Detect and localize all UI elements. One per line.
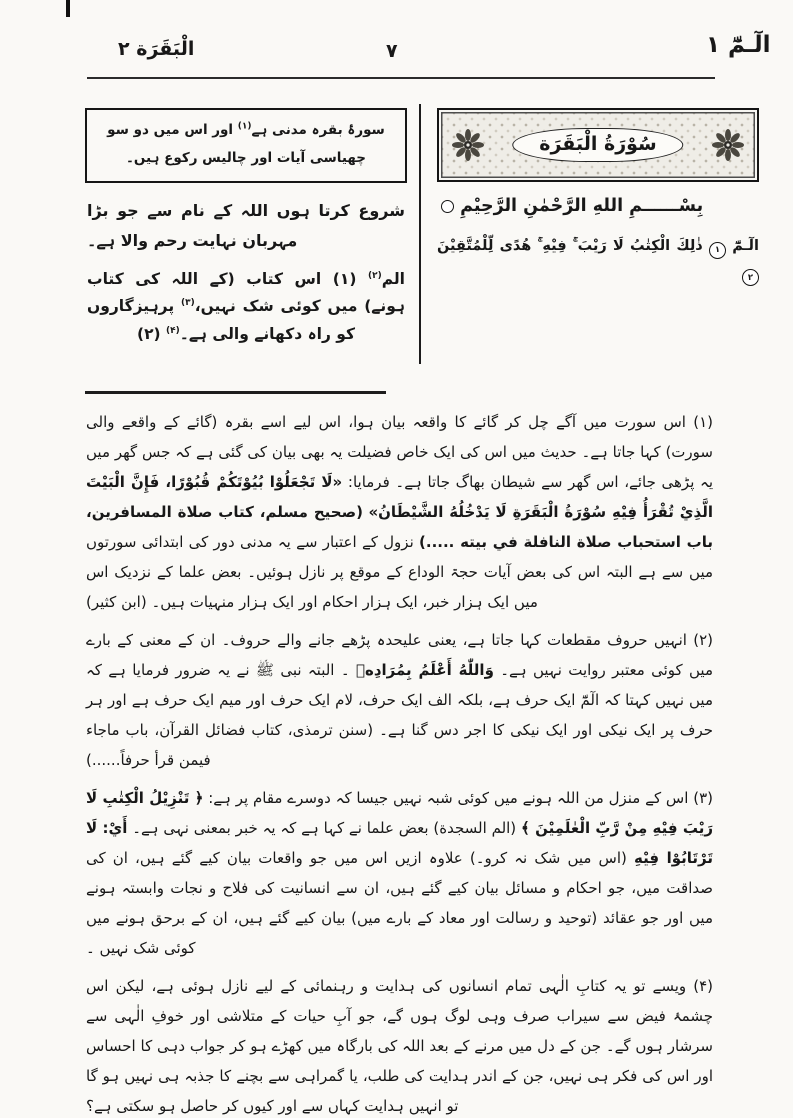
urdu-column <box>85 108 407 349</box>
footnote-text: (۱) اس سورت میں آگے چل کر گائے کا واقعہ بیان ہوا، اس لیے اسے بقرہ (گائے کے واقعے والی سورت) کہا جاتا ہے۔ حدیث میں اس کی ایک خاص فضیلت یہ بھی بیان کی گئی ہے کہ جس گھر میں یہ پڑھی جائے، اس گھر سے شیطان بھاگ جاتا ہے۔ فرمایا: <box>86 413 713 491</box>
verse-text: ذٰلِكَ الْكِتٰبُ لَا رَيْبَ ۚ فِيْهِ ۚ هُدًى لِّلْمُتَّقِيْنَ <box>437 238 703 254</box>
footnote-text: (الم السجدة) بعض علما نے کہا ہے کہ یہ خبر بمعنی نہی ہے۔ <box>127 819 522 837</box>
arabic-quote: «لَا تَجْعَلُوْا بُيُوْتَكُمْ قُبُوْرًا، فَإِنَّ الْبَيْتَ الَّذِيْ تُقْرَأُ فِيْهِ سُوْرَةُ الْبَقَرَةِ لَا يَدْخُلُهُ الشَّيْطَانُ» <box>86 473 713 521</box>
header-surah-name: الْبَقَرَة ۲ <box>118 38 195 60</box>
tasmiyah-translation: شروع کرتا ہوں اللہ کے نام سے جو بڑا مہربان نہایت رحم والا ہے۔ <box>87 201 405 250</box>
bismillah-line <box>441 196 755 216</box>
arabic-quote: وَاللّٰهُ أَعْلَمُ بِمُرَادِهٖ <box>355 661 494 679</box>
footnote-ref: (۱) <box>237 121 252 132</box>
footnote-separator <box>85 391 386 394</box>
footnote-text: نزول کے اعتبار سے یہ مدنی دور کی ابتدائی سورتوں میں سے ہے البتہ اس کی بعض آیات حجۃ الوداع کے موقع پر نازل ہوئیں۔ بعض علما کے نزدیک اس میں ایک ہزار خبر، ایک ہزار احکام اور ایک ہزار منہیات ہیں۔ (ابن کثیر) <box>86 533 713 611</box>
arabic-verse <box>437 233 759 288</box>
footnote-text: (اس میں شک نہ کرو۔) علاوہ ازیں اس میں جو واقعات بیان کیے گئے ہیں، ان کی صداقت میں، جو احکام و مسائل بیان کیے گئے ہیں، ان سے انسانیت کی فلاح و نجات وابستہ ہونے میں اور جو عقائد (توحید و رسالت اور معاد کے بارے میں) بیان کیے گئے ہیں، ان کے برحق ہونے میں کوئی شک نہیں ۔ <box>86 849 713 957</box>
header-rule <box>87 77 715 79</box>
intro-text: سورۂ بقرہ مدنی ہے <box>251 122 385 138</box>
surah-intro-box <box>85 108 407 183</box>
header-page-number: ۷ <box>386 40 398 62</box>
footnotes-section <box>86 407 713 1118</box>
ayah-number-circle: ۲ <box>742 269 759 286</box>
header-juz-name: الٓـمّٓ ۱ <box>706 32 771 58</box>
ayah-end-ornament-icon <box>441 200 454 213</box>
arabic-quote: أَيْ: لَا تَرْتَابُوْا فِيْهِ <box>86 819 713 867</box>
footnote-text: (۳) اس کے منزل من اللہ ہونے میں کوئی شبہ نہیں جیسا کہ دوسرے مقام پر ہے: <box>203 789 713 807</box>
column-divider <box>419 104 421 364</box>
verse-opening-letters: الٓـمّٓ <box>732 238 759 254</box>
footnote <box>86 783 713 963</box>
footnote-text: ۔ البتہ نبی ﷺ نے یہ ضرور فرمایا ہے کہ میں نہیں کہتا کہ الٓمّٓ ایک حرف ہے، بلکہ الف ایک حرف، لام ایک حرف اور میم ایک حرف ہے اور ہر حرف پر ایک نیکی اور ایک نیکی کا اجر دس گنا ہے۔ (سنن ترمذی، کتاب فضائل القرآن، باب ماجاء فیمن قرأ حرفاً......) <box>86 661 713 769</box>
ayah-number-circle: ۱ <box>709 242 726 259</box>
footnote-text: (۲) انہیں حروف مقطعات کہا جاتا ہے، یعنی علیحدہ پڑھے جانے والے حروف۔ ان کے معنی کے بارے میں کوئی معتبر روایت نہیں ہے۔ <box>86 631 713 679</box>
surah-title-ornament-box <box>437 108 759 182</box>
footnote-text: (۴) ویسے تو یہ کتابِ الٰہی تمام انسانوں کی ہدایت و رہنمائی کے لیے نازل ہوئی ہے، لیکن اس چشمۂ فیض سے سیراب صرف وہی لوگ ہوں گے، جو آبِ حیات کے متلاشی اور خوفِ الٰہی سے سرشار ہوں گے۔ جن کے دل میں مرنے کے بعد اللہ کی بارگاہ میں کھڑے ہو کر جواب دہی کا احساس اور اس کی فکر ہی نہیں، جن کے اندر ہدایت کی طلب، یا گمراہی سے بچنے کا جذبہ ہی نہیں ہو گا تو انہیں ہدایت کہاں سے اور کیوں کر حاصل ہو سکتی ہے؟ <box>86 977 713 1115</box>
arabic-quote: ﴿ تَنْزِيْلُ الْكِتٰبِ لَا رَيْبَ فِيْهِ مِنْ رَّبِّ الْعٰلَمِيْنَ ﴾ <box>86 789 714 837</box>
translation-text: (۲) <box>136 325 167 344</box>
footnote <box>86 625 713 775</box>
footnote-ref: (۴) <box>166 326 180 337</box>
footnote <box>86 971 713 1118</box>
translation-text: پرہیزگاروں کو راہ دکھانے والی ہے۔ <box>87 297 356 344</box>
translation-text: (۱) اس کتاب (کے اللہ کی کتاب ہونے) میں کوئی شک نہیں، <box>87 269 406 316</box>
footnote <box>86 407 713 617</box>
footnote-ref: (۳) <box>180 298 195 309</box>
verse-translation <box>87 266 405 350</box>
rosette-icon <box>451 128 485 162</box>
scan-artifact-mark <box>66 0 70 17</box>
rosette-icon <box>711 128 745 162</box>
bismillah-text: بِسْــــــمِ اللهِ الرَّحْمٰنِ الرَّحِيْمِ <box>460 196 704 216</box>
surah-title: سُوْرَةُ الْبَقَرَة <box>512 128 683 162</box>
arabic-quote: (صحيح مسلم، كتاب صلاة المسافرين، باب استحباب صلاة النافلة في بيته .....) <box>86 503 713 551</box>
intro-text: اور اس میں دو سو چھیاسی آیات اور چالیس رکوع ہیں۔ <box>107 122 367 166</box>
arabic-column <box>437 108 759 288</box>
translation-text: الم <box>381 269 405 288</box>
footnote-ref: (۲) <box>367 270 382 281</box>
